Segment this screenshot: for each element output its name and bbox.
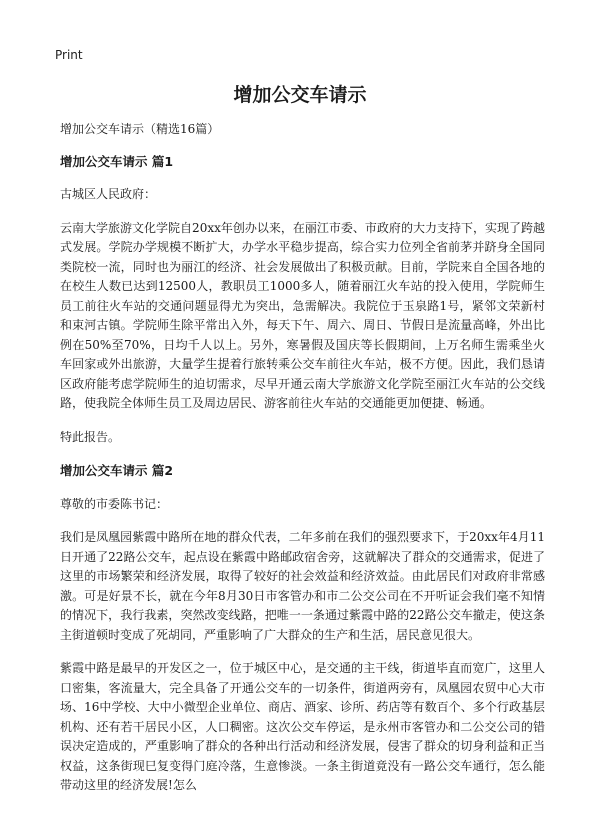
section-paragraph: 云南大学旅游文化学院自20xx年创办以来，在丽江市委、市政府的大力支持下，实现了跨越式发展。学院办学规模不断扩大，办学水平稳步提高，综合实力位列全省前茅并跻身全国同类院校一流，同时也为丽江的经济、社会发展做出了积极贡献。目前，学院来自全国各地的在校生人数已达到12500人，教职员工1000多人，随着丽江火车站的投入使用，学院师生员工前往火车站的交通问题显得尤为突出，急需解决。我院位于玉泉路1号，紧邻文荣新村和束河古镇。学院师生除平常出入外，每天下午、周六、周日、节假日是流量高峰，外出比例在50%至70%，日均千人以上。另外，寒暑假及国庆等长假期间，上万名师生需乘坐火车回家或外出旅游，大量学生提着行旅转乘公交车前往火车站，极不方便。因此，我们恳请区政府能考虑学院师生的迫切需求，尽早开通云南大学旅游文化学院至丽江火车站的公交线路，使我院全体师生员工及周边居民、游客前往火车站的交通能更加便捷、畅通。: [60, 220, 545, 410]
section-paragraph: 紫霞中路是最早的开发区之一，位于城区中心，是交通的主干线，街道毕直而宽广，这里人口密集，客流量大，完全具备了开通公交车的一切条件，街道两旁有，凤凰园农贸中心大市场、16中学校、大中小微型企业单位、商店、酒家、诊所、药店等有数百个、多个行政基层机构、还有若干居民小区，人口稠密。这次公交车停运，是永州市客管办和二公交公司的错误决定造成的，严重影响了群众的各种出行活动和经济发展，侵害了群众的切身利益和正当权益，这条街现巳复变得门庭冷落，生意惨淡。一条主街道竟没有一路公交车通行，怎么能带动这里的经济发展!怎么: [60, 661, 545, 792]
print-link[interactable]: Print: [55, 48, 83, 62]
section-1: [60, 152, 545, 448]
section-heading: 增加公交车请示 篇2: [60, 463, 174, 478]
document-body: [60, 120, 545, 810]
section-2: [60, 461, 545, 796]
section-closing: 特此报告。: [60, 429, 121, 444]
document-title: 增加公交车请示: [233, 84, 367, 106]
section-salutation: 尊敬的市委陈书记：: [60, 496, 169, 511]
section-salutation: 古城区人民政府：: [60, 187, 157, 201]
document-subtitle: 增加公交车请示（精选16篇）: [60, 122, 220, 136]
section-heading: 增加公交车请示 篇1: [60, 153, 174, 169]
section-paragraph: 我们是凤凰园紫霞中路所在地的群众代表，二年多前在我们的强烈要求下，于20xx年4月11日开通了22路公交车，起点设在紫霞中路邮政宿舍旁，这就解决了群众的交通需求，促进了这里的市场繁荣和经济发展，取得了较好的社会效益和经济效益。由此居民们对政府非常感激。可是好景不长，就在今年8月30日市客管办和市二公交公司在不开听证会我们毫不知情的情况下，我行我素，突然改变线路，把唯一一条通过紫霞中路的22路公交车撤走，使这条主街道顿时变成了死胡同，严重影响了广大群众的生产和生活，居民意见很大。: [60, 530, 545, 642]
